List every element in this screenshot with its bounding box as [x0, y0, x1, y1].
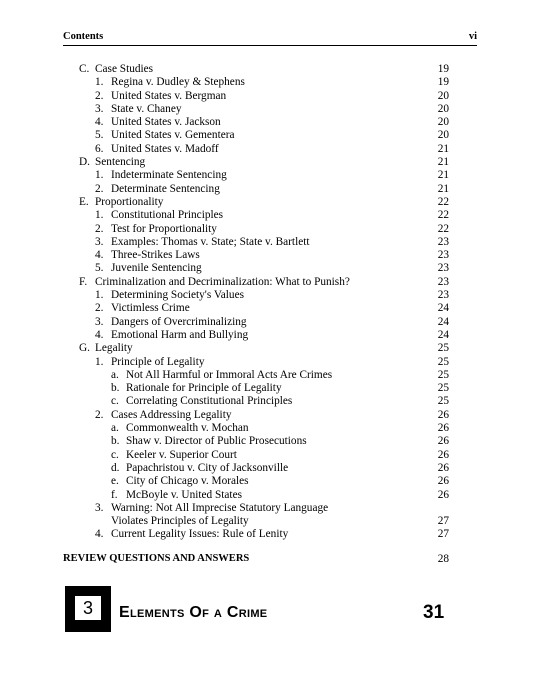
toc-entry [63, 356, 449, 369]
toc-entry-title: Not All Harmful or Immoral Acts Are Crimes [126, 368, 333, 381]
toc-entry-page: 20 [437, 116, 449, 129]
toc-entry-marker: 1. [95, 355, 104, 368]
toc-entry-page: 25 [437, 368, 449, 381]
toc-entry-title: Sentencing [95, 156, 146, 169]
toc-entry-title: Proportionality [95, 195, 164, 208]
toc-entry [63, 143, 449, 156]
toc-entry-page: 21 [437, 182, 449, 195]
toc-entry-title: Victimless Crime [111, 302, 190, 315]
toc-entry [63, 223, 449, 236]
toc-entry-page: 23 [437, 249, 449, 262]
toc-entry-marker: d. [111, 461, 120, 474]
toc-entry [63, 382, 449, 395]
toc-entry-marker: e. [111, 475, 119, 488]
toc-entry-marker: 1. [95, 76, 104, 89]
toc-entry [63, 422, 449, 435]
toc-entry-title: United States v. Gementera [111, 129, 235, 142]
toc-entry-page: 26 [437, 475, 449, 488]
toc-entry-marker: 2. [95, 408, 104, 421]
toc-entry-marker: 1. [95, 209, 104, 222]
toc-entry-page: 20 [437, 129, 449, 142]
toc-entry [63, 276, 449, 289]
toc-entry-title: Rationale for Principle of Legality [126, 382, 282, 395]
toc-entry-page: 23 [437, 275, 449, 288]
toc-entry [63, 169, 449, 182]
toc-entry-marker: b. [111, 435, 120, 448]
toc-entry [63, 489, 449, 502]
toc-entry-marker: f. [111, 488, 118, 501]
toc-entry-page: 25 [437, 382, 449, 395]
toc-entry [63, 475, 449, 488]
toc-entry-page: 22 [437, 195, 449, 208]
toc-entry [63, 196, 449, 209]
toc-entry-marker: 4. [95, 249, 104, 262]
toc-entry-page: 27 [437, 515, 449, 528]
toc-entry-title: Legality [95, 342, 133, 355]
toc-entry-marker: C. [79, 63, 90, 75]
toc-entry-marker: 4. [95, 116, 104, 129]
toc-entry-marker: 2. [95, 222, 104, 235]
toc-entry [63, 183, 449, 196]
chapter-number-badge [65, 586, 111, 632]
toc-entry-page: 23 [437, 262, 449, 275]
toc-entry-title: Emotional Harm and Bullying [111, 328, 249, 341]
running-header [63, 31, 477, 46]
toc-entry-title: Warning: Not All Imprecise Statutory Language [111, 501, 329, 514]
toc-entry-page: 26 [437, 461, 449, 474]
toc-entry-page: 26 [437, 448, 449, 461]
toc-entry [63, 528, 449, 541]
toc-entry [63, 90, 449, 103]
toc-entry [63, 395, 449, 408]
badge-tick [65, 604, 70, 609]
toc-entry [63, 103, 449, 116]
toc-entry-title: Dangers of Overcriminalizing [111, 315, 247, 328]
toc-entry-marker: 4. [95, 328, 104, 341]
toc-entry-marker: 6. [95, 142, 104, 155]
toc-entry-marker: 3. [95, 501, 104, 514]
toc-entry-page: 22 [437, 222, 449, 235]
toc-entry-marker: D. [79, 156, 90, 169]
toc-entry [63, 515, 449, 528]
toc-entry-title: Violates Principles of Legality [111, 515, 249, 528]
toc-entry-page: 24 [437, 328, 449, 341]
toc-entry-title: Principle of Legality [111, 355, 205, 368]
toc-entry-title: Determinate Sentencing [111, 182, 220, 195]
toc-entry-marker: F. [79, 275, 88, 288]
chapter-title: Elements Of a Crime [119, 604, 268, 621]
toc-entry-page: 22 [437, 209, 449, 222]
toc-entry-page: 20 [437, 89, 449, 102]
toc-entry-title: Correlating Constitutional Principles [126, 395, 293, 408]
toc-entry [63, 129, 449, 142]
toc-entry-title: Juvenile Sentencing [111, 262, 202, 275]
toc-entry [63, 249, 449, 262]
toc-entry-marker: 2. [95, 182, 104, 195]
toc-entry-page: 21 [437, 142, 449, 155]
toc-entry-marker: c. [111, 395, 119, 408]
toc-entry-marker: 5. [95, 262, 104, 275]
toc-entry-page: 20 [437, 102, 449, 115]
toc-entry-title: Papachristou v. City of Jacksonville [126, 461, 289, 474]
toc-entry-title: Keeler v. Superior Court [126, 448, 237, 461]
toc-entry [63, 262, 449, 275]
toc-entry [63, 502, 449, 515]
toc-entry-marker: 2. [95, 89, 104, 102]
toc-entry-title: City of Chicago v. Morales [126, 475, 249, 488]
header-section-title: Contents [63, 31, 104, 42]
toc-entry [63, 76, 449, 89]
toc-entry-page: 23 [437, 235, 449, 248]
toc-entry [63, 342, 449, 355]
toc-entry-marker: E. [79, 195, 89, 208]
chapter-number: 3 [82, 598, 93, 618]
toc-entry-marker: 1. [95, 169, 104, 182]
toc-entry-page: 19 [437, 63, 449, 75]
toc-entry [63, 63, 449, 76]
toc-entry-marker: b. [111, 382, 120, 395]
toc-entry-page: 26 [437, 422, 449, 435]
toc-entry [63, 209, 449, 222]
toc-entry-title: Current Legality Issues: Rule of Lenity [111, 528, 289, 541]
toc-entry-title: Test for Proportionality [111, 222, 217, 235]
toc-entry-page: 26 [437, 488, 449, 501]
toc-entry-page: 24 [437, 302, 449, 315]
toc-entry-marker: c. [111, 448, 119, 461]
toc-entry-title: Determining Society's Values [111, 289, 244, 302]
toc-entry-page: 24 [437, 315, 449, 328]
toc-entry-marker: 3. [95, 315, 104, 328]
toc-entry-marker: 4. [95, 528, 104, 541]
toc-entry-title: Examples: Thomas v. State; State v. Bartlett [111, 235, 310, 248]
toc-entry-title: Shaw v. Director of Public Prosecutions [126, 435, 307, 448]
toc-entry-title: Indeterminate Sentencing [111, 169, 227, 182]
toc-entry-marker: 5. [95, 129, 104, 142]
toc-entry-page: 21 [437, 169, 449, 182]
toc-entry [63, 236, 449, 249]
toc-entry-title: Commonwealth v. Mochan [126, 422, 249, 435]
toc-entry [63, 329, 449, 342]
toc-entry [63, 369, 449, 382]
toc-entry-title: Three-Strikes Laws [111, 249, 200, 262]
toc-entry [63, 435, 449, 448]
toc-entry-page: 19 [437, 76, 449, 89]
toc-entry-marker: 3. [95, 235, 104, 248]
toc-entry-marker: 1. [95, 289, 104, 302]
toc-entry [63, 316, 449, 329]
review-entry [63, 553, 449, 567]
toc-entry-title: Cases Addressing Legality [111, 408, 232, 421]
toc-entry-title: United States v. Bergman [111, 89, 227, 102]
toc-entry-title: McBoyle v. United States [126, 488, 242, 501]
toc-entry [63, 302, 449, 315]
toc-entry-title: Regina v. Dudley & Stephens [111, 76, 245, 89]
toc-entry-title: United States v. Jackson [111, 116, 221, 129]
toc-entry-title: Case Studies [95, 63, 154, 75]
toc-entry [63, 156, 449, 169]
toc-entry-page: 25 [437, 395, 449, 408]
badge-tick [106, 604, 111, 609]
toc-entry-title: Constitutional Principles [111, 209, 224, 222]
toc-entry-title: United States v. Madoff [111, 142, 219, 155]
toc-entry-title: State v. Chaney [111, 102, 182, 115]
toc-entry-page: 23 [437, 289, 449, 302]
review-page: 28 [437, 553, 449, 565]
toc-entry-marker: 3. [95, 102, 104, 115]
toc-entry-marker: G. [79, 342, 90, 355]
toc-entry-page: 25 [437, 342, 449, 355]
review-title: REVIEW QUESTIONS AND ANSWERS [63, 553, 250, 564]
toc-entry-page: 25 [437, 355, 449, 368]
chapter-page: 31 [423, 602, 445, 623]
toc-entry-page: 26 [437, 408, 449, 421]
table-of-contents [63, 63, 449, 542]
toc-entry [63, 409, 449, 422]
header-page-number: vi [468, 31, 477, 42]
badge-tick [83, 586, 88, 591]
toc-entry [63, 116, 449, 129]
toc-entry-marker: a. [111, 422, 119, 435]
badge-tick [83, 627, 88, 632]
toc-entry [63, 462, 449, 475]
toc-entry-marker: 2. [95, 302, 104, 315]
toc-entry [63, 449, 449, 462]
toc-entry [63, 289, 449, 302]
toc-entry-page: 27 [437, 528, 449, 541]
toc-entry-page: 21 [437, 156, 449, 169]
toc-entry-title: Criminalization and Decriminalization: What to Punish? [95, 275, 350, 288]
toc-entry-marker: a. [111, 368, 119, 381]
toc-entry-page: 26 [437, 435, 449, 448]
